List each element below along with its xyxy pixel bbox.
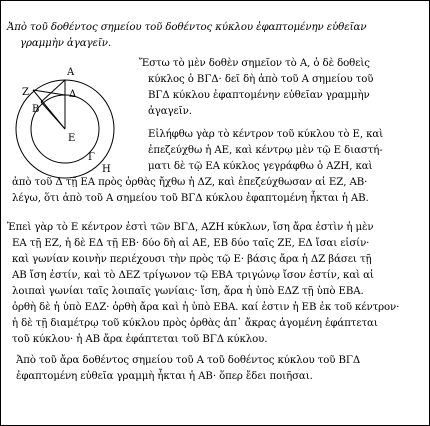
proof-line-8: τοῦ κύκλου· ἡ ΑΒ ἄρα ἐφάπτεται τοῦ ΒΓΔ κύκλου. (12, 334, 268, 345)
statement-line-1: Ἀπὸ τοῦ δοθέντος σημείου τοῦ δοθέντος κύκλου ἐφαπτομένην εὐθεῖαν (7, 22, 367, 33)
label-A: Α (67, 67, 75, 78)
conclusion-line-2: ἐφαπτομένη εὐθεῖα γραμμὴ ἦκται ἡ ΑΒ· ὅπερ ἔδει ποιῆσαι. (16, 371, 313, 382)
setting-out-line-2: κύκλος ὁ ΒΓΔ· δεῖ δὴ ἀπὸ τοῦ Α σημείου τοῦ (148, 74, 374, 85)
geometric-figure (14, 62, 132, 184)
proof-line-4: ΑΒ ἴση ἐστίν, καὶ τὸ ΔΕΖ τρίγωνον τῷ ΕΒΑ τριγώνῳ ἴσον ἐστίν, καὶ αἱ (12, 270, 374, 281)
proof-line-7: ἡ δὲ τῇ διαμέτρῳ τοῦ κύκλου πρὸς ὀρθὰς ἀπ᾽ ἄκρας ἀγομένη ἐφάπτεται (12, 318, 378, 329)
proof-line-3: καὶ γωνίαν κοινὴν περιέχουσι τὴν πρὸς τῷ Ε· βάσις ἄρα ἡ ΔΖ βάσει τῇ (12, 254, 372, 265)
setting-out-line-4: ἀγαγεῖν. (148, 106, 192, 117)
label-E: Ε (68, 133, 76, 144)
label-D: Δ (69, 89, 77, 100)
proof-line-1: Ἐπεὶ γὰρ τὸ Ε κέντρον ἐστὶ τῶν ΒΓΔ, ΑΖΗ κύκλων, ἴση ἄρα ἐστὶν ἡ μὲν (7, 222, 374, 233)
construction-line-4: ἀπὸ τοῦ Δ τῇ ΕΑ πρὸς ὀρθὰς ἤχθω ἡ ΔΖ, καὶ ἐπεζεύχθωσαν αἱ ΕΖ, ΑΒ· (12, 177, 368, 188)
label-Z: Ζ (22, 87, 29, 98)
proof-line-2: ΕΑ τῇ ΕΖ, ἡ δὲ ΕΔ τῇ ΕΒ· δύο δὴ αἱ ΑΕ, ΕΒ δύο ταῖς ΖΕ, ΕΔ ἴσαι εἰσίν· (12, 238, 370, 249)
construction-line-1: Εἰλήφθω γὰρ τὸ κέντρον τοῦ κύκλου τὸ Ε, καὶ (148, 129, 384, 140)
line-AB (41, 80, 65, 102)
label-G: Γ (88, 152, 95, 163)
setting-out-line-1: Ἔστω τὸ μὲν δοθὲν σημεῖον τὸ Α, ὁ δὲ δοθεὶς (139, 58, 370, 69)
statement-line-2: γραμμὴν ἀγαγεῖν. (20, 38, 111, 49)
construction-line-5: λέγω, ὅτι ἀπὸ τοῦ Α σημείου τοῦ ΒΓΔ κύκλου ἐφαπτομένη ἦκται ἡ ΑΒ. (12, 193, 369, 204)
proof-line-6: ὀρθὴ δὲ ἡ ὑπὸ ΕΔΖ· ὀρθὴ ἄρα καὶ ἡ ὑπὸ ΕΒΑ. καί ἐστιν ἡ ΕΒ ἐκ τοῦ κέντρον· (12, 302, 400, 313)
proof-line-5: λοιπαὶ γωνίαι ταῖς λοιπαῖς γωνίαις· ἴση, ἄρα ἡ ὑπὸ ΕΔΖ τῇ ὑπὸ ΕΒΑ. (12, 286, 364, 297)
construction-line-2: ἐπεζεύχθω ἡ ΑΕ, καὶ κέντρῳ μὲν τῷ Ε διαστή- (148, 145, 383, 156)
construction-line-3: ματι δὲ τῷ ΕΑ κύκλος γεγράφθω ὁ ΑΖΗ, καὶ (148, 161, 373, 172)
label-B: Β (32, 104, 40, 115)
line-EB (41, 102, 65, 129)
conclusion-line-1: Ἀπὸ τοῦ ἄρα δοθέντος σημείου τοῦ Α τοῦ δοθέντος κύκλου τοῦ ΒΓΔ (16, 355, 361, 366)
label-H: Η (102, 164, 111, 175)
setting-out-line-3: ΒΓΔ κύκλου ἐφαπτομένην εὐθεῖαν γραμμὴν (148, 90, 370, 101)
